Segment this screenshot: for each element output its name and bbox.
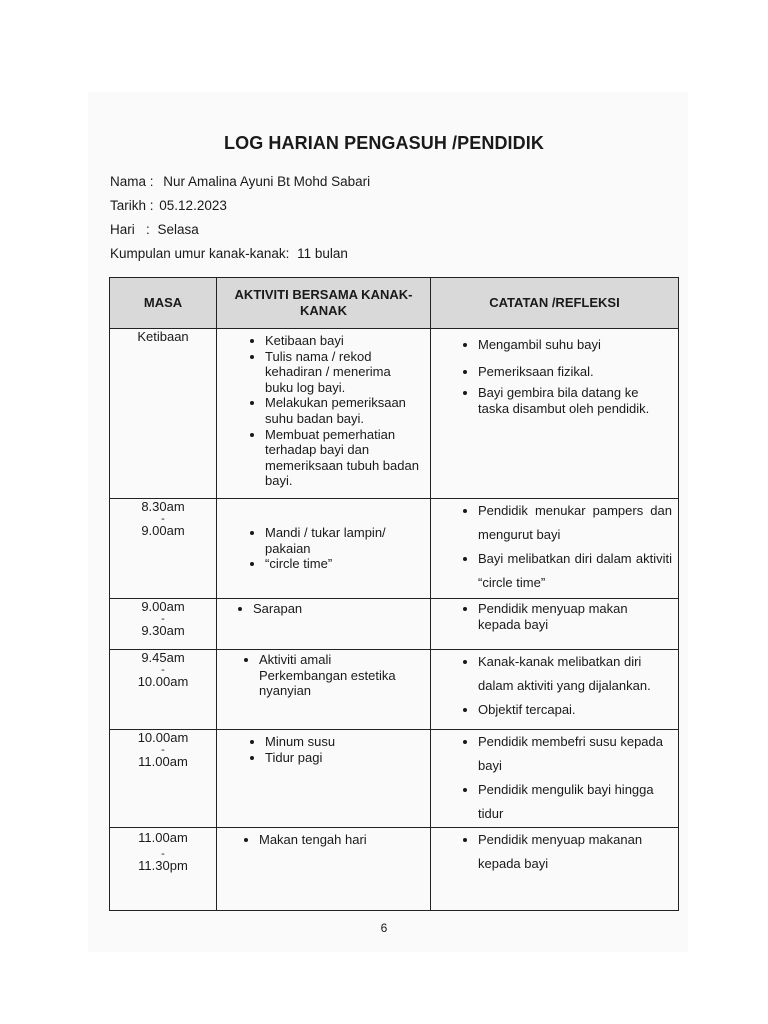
masa-start: 9.00am bbox=[141, 599, 185, 614]
aktiviti-cell bbox=[217, 499, 431, 599]
catatan-cell bbox=[431, 329, 679, 499]
masa-separator: - bbox=[161, 612, 165, 625]
header-catatan: CATATAN /REFLEKSI bbox=[431, 278, 679, 329]
aktiviti-cell bbox=[217, 828, 431, 911]
aktiviti-cell bbox=[217, 650, 431, 730]
header-masa: MASA bbox=[110, 278, 217, 329]
list-item: • Pemeriksaan fizikal. bbox=[478, 364, 672, 380]
list-item: • Kanak-kanak melibatkan diri dalam aktiviti yang dijalankan. bbox=[478, 650, 672, 698]
list-item: • “circle time” bbox=[265, 556, 422, 572]
list-item: • Tulis nama / rekod kehadiran / menerima buku log bayi. bbox=[265, 349, 422, 396]
meta-umur bbox=[110, 246, 348, 261]
list-item: • Bayi gembira bila datang ke taska disambut oleh pendidik. bbox=[478, 385, 672, 416]
masa-cell bbox=[110, 730, 217, 828]
list-item: • Melakukan pemeriksaan suhu badan bayi. bbox=[265, 395, 422, 426]
masa-cell bbox=[110, 650, 217, 730]
list-item: • Bayi melibatkan diri dalam aktiviti “circle time” bbox=[478, 547, 672, 595]
catatan-cell bbox=[431, 499, 679, 599]
list-item: • Membuat pemerhatian terhadap bayi dan memeriksaan tubuh badan bayi. bbox=[265, 427, 422, 489]
aktiviti-cell bbox=[217, 329, 431, 499]
tarikh-label: Tarikh : bbox=[110, 198, 154, 213]
meta-tarikh bbox=[110, 198, 227, 213]
masa-end: 10.00am bbox=[137, 673, 189, 689]
tarikh-value: 05.12.2023 bbox=[159, 198, 227, 213]
meta-nama bbox=[110, 174, 370, 189]
nama-label: Nama : bbox=[110, 174, 154, 189]
document-title: LOG HARIAN PENGASUH /PENDIDIK bbox=[224, 133, 544, 153]
nama-value: Nur Amalina Ayuni Bt Mohd Sabari bbox=[163, 174, 371, 189]
list-item: • Makan tengah hari bbox=[259, 832, 422, 848]
log-table bbox=[109, 277, 679, 911]
list-item: • Pendidik menukar pampers dan mengurut bayi bbox=[478, 499, 672, 547]
list-item: • Aktiviti amali Perkembangan estetika nyanyian bbox=[259, 652, 422, 699]
table-row bbox=[110, 599, 679, 650]
table-row bbox=[110, 650, 679, 730]
masa-cell bbox=[110, 329, 217, 499]
aktiviti-cell bbox=[217, 599, 431, 650]
masa-start: Ketibaan bbox=[137, 329, 189, 344]
list-item: • Ketibaan bayi bbox=[265, 333, 422, 349]
masa-cell bbox=[110, 499, 217, 599]
masa-separator: - bbox=[161, 847, 165, 860]
masa-start: 10.00am bbox=[137, 730, 189, 745]
table-row bbox=[110, 329, 679, 499]
masa-start: 8.30am bbox=[141, 499, 185, 514]
list-item: • Pendidik menyuap makan kepada bayi bbox=[478, 601, 672, 632]
catatan-cell bbox=[431, 730, 679, 828]
umur-label: Kumpulan umur kanak-kanak: bbox=[110, 246, 290, 261]
list-item: • Mandi / tukar lampin/ pakaian bbox=[265, 525, 422, 556]
catatan-cell bbox=[431, 650, 679, 730]
list-item: • Objektif tercapai. bbox=[478, 698, 672, 722]
list-item: • Minum susu bbox=[265, 734, 422, 750]
masa-separator: - bbox=[161, 512, 165, 525]
masa-separator: - bbox=[161, 743, 165, 756]
aktiviti-cell bbox=[217, 730, 431, 828]
masa-start: 9.45am bbox=[141, 650, 185, 665]
masa-end: 11.00am bbox=[138, 753, 188, 769]
masa-cell bbox=[110, 599, 217, 650]
catatan-cell bbox=[431, 599, 679, 650]
masa-end: 11.30pm bbox=[138, 857, 188, 873]
list-item: • Pendidik membefri susu kepada bayi bbox=[478, 730, 672, 778]
list-item: • Sarapan bbox=[253, 601, 422, 617]
table-header-row bbox=[110, 278, 679, 329]
page-number: 6 bbox=[380, 921, 388, 935]
list-item: • Pendidik mengulik bayi hingga tidur bbox=[478, 778, 672, 826]
table-row bbox=[110, 499, 679, 599]
masa-end: 9.30am bbox=[141, 622, 185, 638]
header-aktiviti: AKTIVITI BERSAMA KANAK-KANAK bbox=[217, 278, 431, 329]
table-row bbox=[110, 730, 679, 828]
umur-value: 11 bulan bbox=[297, 246, 348, 261]
meta-hari bbox=[110, 222, 199, 237]
list-item: • Pendidik menyuap makanan kepada bayi bbox=[478, 828, 672, 876]
masa-cell bbox=[110, 828, 217, 911]
catatan-cell bbox=[431, 828, 679, 911]
hari-value: Selasa bbox=[157, 222, 199, 237]
table-row bbox=[110, 828, 679, 911]
list-item: • Tidur pagi bbox=[265, 750, 422, 766]
masa-start: 11.00am bbox=[138, 830, 188, 845]
masa-end: 9.00am bbox=[141, 522, 185, 538]
list-item: • Mengambil suhu bayi bbox=[478, 337, 672, 353]
hari-label: Hari : bbox=[110, 222, 150, 237]
masa-separator: - bbox=[161, 663, 165, 676]
